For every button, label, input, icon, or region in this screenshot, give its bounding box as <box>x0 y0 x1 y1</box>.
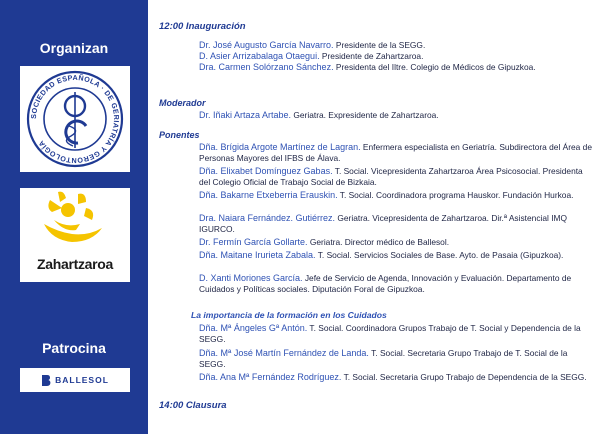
entry-role: T. Social. Coordinadora programa Hauskor. Fundación Hurkoa. <box>337 190 574 200</box>
zahartzaroa-name: Zahartzaroa <box>36 256 114 272</box>
opening-entry <box>199 40 593 51</box>
organizan-label: Organizan <box>39 40 109 56</box>
speaker-entry <box>199 250 593 261</box>
segg-seal-text: SOCIEDAD ESPAÑOLA · DE GERIATRÍA Y GERONTOLOGÍA <box>28 72 122 166</box>
speaker-entry <box>199 190 593 201</box>
opening-time: 12:00 Inauguración <box>159 21 246 32</box>
entry-name: Dña. Maitane Irurieta Zabala. <box>199 250 316 260</box>
speakers-heading: Ponentes <box>159 130 200 140</box>
closing-time: 14:00 Clausura <box>159 400 227 411</box>
sun-figure-icon <box>20 188 130 254</box>
entry-role: T. Social. Secretaria Grupo Trabajo de T. Social de la SEGG. <box>199 348 568 369</box>
entry-name: D. Asier Arrizabalaga Otaegui. <box>199 51 320 61</box>
entry-name: Dña. Brígida Argote Martínez de Lagran. <box>199 142 361 152</box>
entry-role: T. Social. Secretaria Grupo Trabajo de Dependencia de la SEGG. <box>341 372 587 382</box>
entry-name: D. Xanti Moriones García. <box>199 273 303 283</box>
segg-seal-icon <box>20 66 130 172</box>
opening-entry <box>199 51 593 62</box>
entry-role: Geriatra. Director médico de Ballesol. <box>307 237 450 247</box>
speaker-entry <box>199 213 593 234</box>
entry-name: Dra. Carmen Solórzano Sánchez. <box>199 62 334 72</box>
care-training-entry <box>199 372 593 383</box>
speaker-entry <box>199 166 593 187</box>
entry-role: Enfermera especialista en Geriatría. Subdirectora del Área de Personas Mayores del IFBS de Álava. <box>199 142 592 163</box>
entry-name: Dña. Elixabet Domínguez Gabas. <box>199 166 333 176</box>
entry-role: Geriatra. Vicepresidenta de Zahartzaroa. Dir.ª Asistencial IMQ IGURCO. <box>199 213 568 234</box>
patrocina-label: Patrocina <box>42 340 106 356</box>
entry-name: Dra. Naiara Fernández. Gutiérrez. <box>199 213 336 223</box>
entry-role: Presidente de Zahartzaroa. <box>319 51 424 61</box>
ballesol-wordmark: BALLESOL <box>55 375 109 385</box>
entry-role: Geriatra. Expresidente de Zahartzaroa. <box>291 110 439 120</box>
moderator-heading: Moderador <box>159 98 206 108</box>
entry-role: Jefe de Servicio de Agenda, Innovación y Evaluación. Departamento de Cuidados y Políticas sociales. Diputación Foral de Gipuzkoa. <box>199 273 572 294</box>
entry-role: Presidente de la SEGG. <box>333 40 426 50</box>
care-training-entry <box>199 348 593 369</box>
entry-role: T. Social. Coordinadora Grupos Trabajo de T. Social y Dependencia de la SEGG. <box>199 323 581 344</box>
ballesol-logo <box>20 368 130 392</box>
care-training-entry <box>199 323 593 344</box>
care-training-subheading: La importancia de la formación en los Cuidados <box>191 310 387 320</box>
segg-logo <box>20 66 130 172</box>
entry-name: Dña. Ana Mª Fernández Rodríguez. <box>199 372 342 382</box>
entry-role: T. Social. Vicepresidenta Zahartzaroa Área Psicosocial. Presidenta del Colegio Oficial de Trabajo Social de Bizkaia. <box>199 166 583 187</box>
entry-name: Dña. Mª Ángeles Gª Antón. <box>199 323 308 333</box>
entry-name: Dr. Fermín García Gollarte. <box>199 237 308 247</box>
entry-role: T. Social. Servicios Sociales de Base. Ayto. de Pasaia (Gipuzkoa). <box>315 250 564 260</box>
entry-role: Presidenta del Iltre. Colegio de Médicos de Gipuzkoa. <box>333 62 536 72</box>
opening-entry <box>199 62 593 73</box>
entry-name: Dr. Iñaki Artaza Artabe. <box>199 110 292 120</box>
ballesol-mark-icon <box>41 375 51 386</box>
entry-name: Dr. José Augusto García Navarro. <box>199 40 334 50</box>
speaker-entry <box>199 237 593 248</box>
moderator-entry <box>199 110 593 121</box>
speaker-entry <box>199 273 593 294</box>
sidebar <box>0 0 148 434</box>
speaker-entry <box>199 142 593 163</box>
entry-name: Dña. Mª José Martín Fernández de Landa. <box>199 348 369 358</box>
zahartzaroa-logo <box>20 188 130 282</box>
entry-name: Dña. Bakarne Etxeberria Erauskin. <box>199 190 338 200</box>
